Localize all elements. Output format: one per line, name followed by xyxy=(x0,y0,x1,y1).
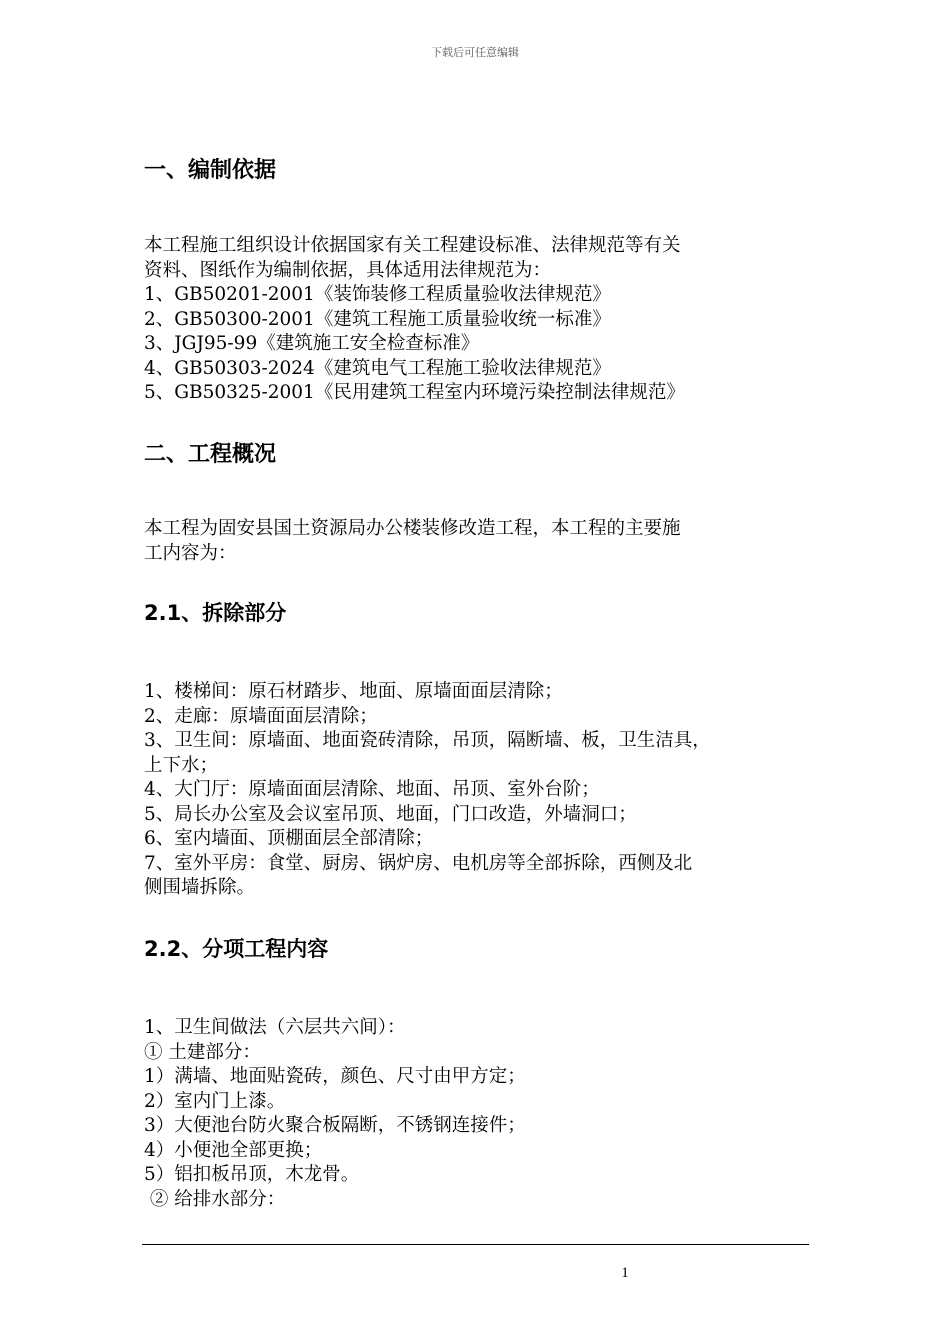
subsection-heading-items: 2.2、分项工程内容 xyxy=(144,937,329,961)
list-item: 4、GB50303-2024《建筑电气工程施工验收法律规范》 xyxy=(144,357,611,379)
list-item: 2、走廊：原墙面面层清除； xyxy=(144,705,378,727)
list-item: 上下水； xyxy=(144,754,219,776)
list-item: 2）室内门上漆。 xyxy=(144,1090,286,1112)
list-item: 1、GB50201-2001《装饰装修工程质量验收法律规范》 xyxy=(144,284,611,305)
list-item: 5、局长办公室及会议室吊顶、地面，门口改造，外墙洞口； xyxy=(144,803,637,825)
page-header: 下载后可任意编辑 xyxy=(431,46,519,59)
list-item: 7、室外平房：食堂、厨房、锅炉房、电机房等全部拆除，西侧及北 xyxy=(144,852,693,874)
list-item: ② 给排水部分： xyxy=(144,1188,286,1210)
section-body-overview xyxy=(144,517,681,566)
list-item: 3、卫生间：原墙面、地面瓷砖清除，吊顶，隔断墙、板，卫生洁具， xyxy=(144,730,711,751)
text-line: 本工程为固安县国土资源局办公楼装修改造工程，本工程的主要施 xyxy=(144,518,681,539)
text-line: 本工程施工组织设计依据国家有关工程建设标准、法律规范等有关 xyxy=(144,235,681,256)
section-body-basis xyxy=(144,234,685,406)
list-item: ① 土建部分： xyxy=(144,1041,261,1063)
section-heading-overview: 二、工程概况 xyxy=(144,442,277,467)
list-item: 1、卫生间做法（六层共六间）： xyxy=(144,1017,406,1038)
text-line: 资料、图纸作为编制依据，具体适用法律规范为： xyxy=(144,259,552,281)
list-item: 侧围墙拆除。 xyxy=(144,877,256,898)
list-item: 4、大门厅：原墙面面层清除、地面、吊顶、室外台阶； xyxy=(144,779,600,800)
list-item: 3、JGJ95-99《建筑施工安全检查标准》 xyxy=(144,333,480,354)
list-item: 2、GB50300-2001《建筑工程施工质量验收统一标准》 xyxy=(144,308,611,330)
section-heading-basis: 一、编制依据 xyxy=(144,158,277,183)
footer-divider xyxy=(142,1244,809,1245)
text-line: 工内容为： xyxy=(144,542,237,564)
list-item: 4）小便池全部更换； xyxy=(144,1139,323,1161)
list-item: 1）满墙、地面贴瓷砖，颜色、尺寸由甲方定； xyxy=(144,1066,526,1087)
subsection-body-items xyxy=(144,1016,526,1212)
page-number: 1 xyxy=(621,1265,629,1281)
list-item: 5、GB50325-2001《民用建筑工程室内环境污染控制法律规范》 xyxy=(144,382,685,403)
subsection-body-demolition xyxy=(144,680,711,901)
list-item: 5）铝扣板吊顶，木龙骨。 xyxy=(144,1164,360,1185)
list-item: 1、楼梯间：原石材踏步、地面、原墙面面层清除； xyxy=(144,681,563,702)
subsection-heading-demolition: 2.1、拆除部分 xyxy=(144,601,287,625)
list-item: 6、室内墙面、顶棚面层全部清除； xyxy=(144,828,434,849)
list-item: 3）大便池台防火聚合板隔断，不锈钢连接件； xyxy=(144,1115,526,1136)
